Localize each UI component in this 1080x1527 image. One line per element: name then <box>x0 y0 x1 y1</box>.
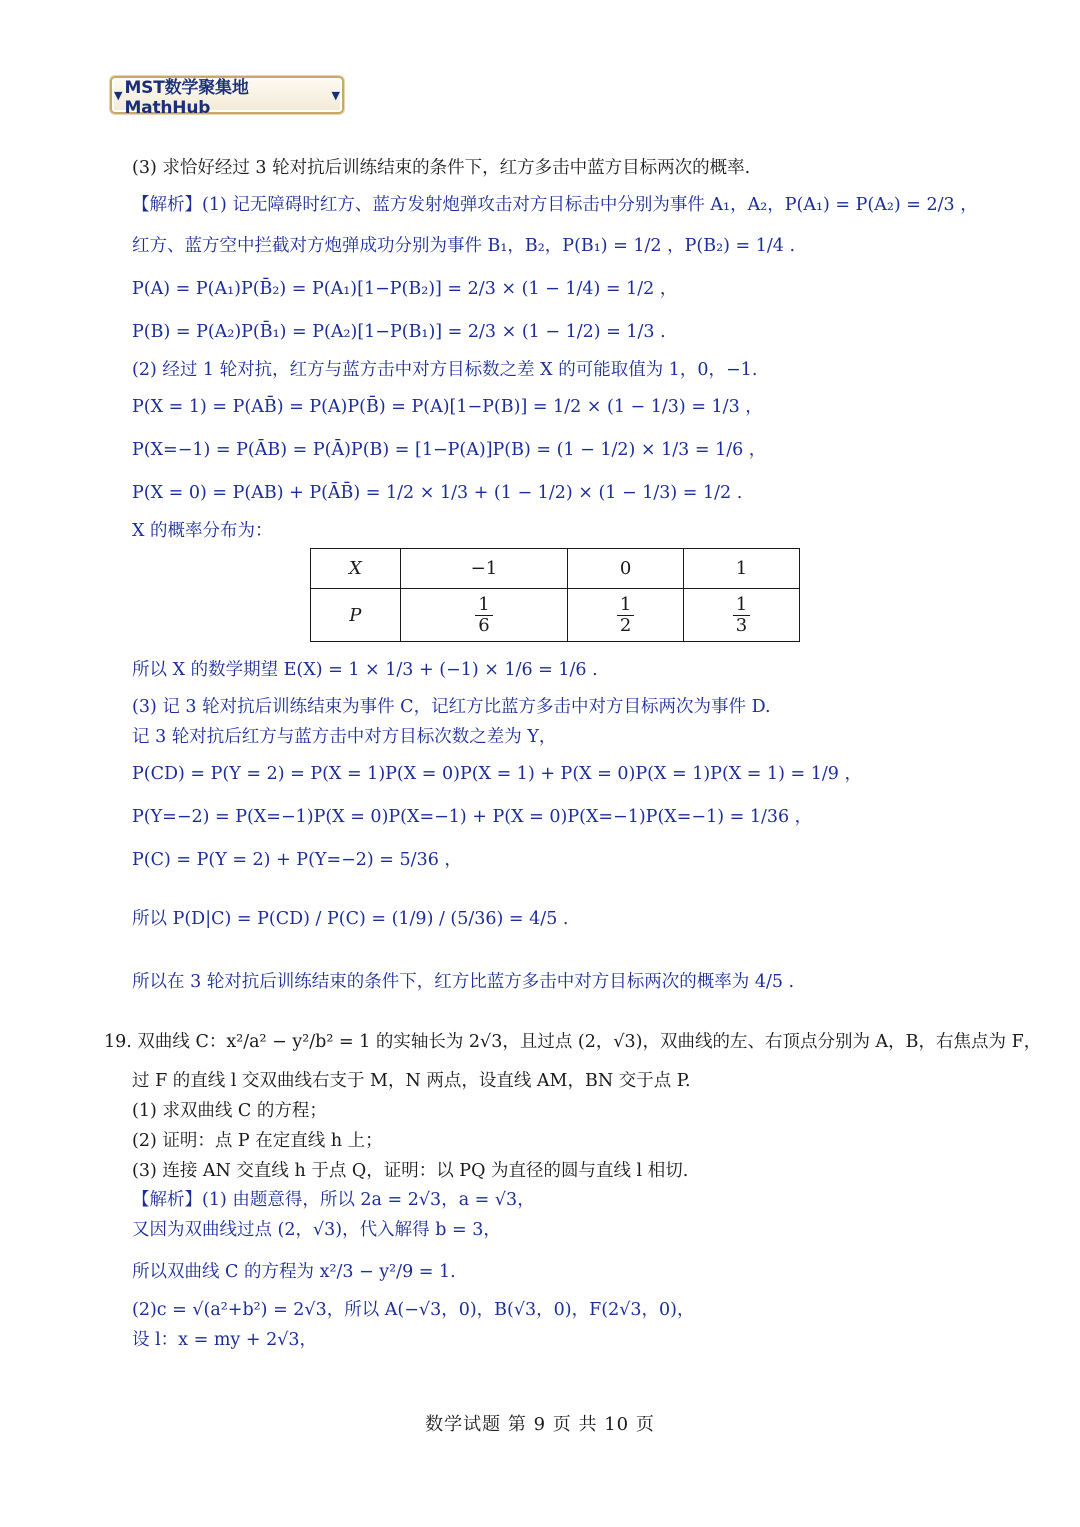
text-line-q19-sol-b: 又因为双曲线过点 (2，√3)，代入解得 b = 3， <box>132 1220 501 1240</box>
text-line-sol-3b: 记 3 轮对抗后红方与蓝方击中对方目标次数之差为 Y， <box>132 727 557 747</box>
table-cell <box>400 589 567 642</box>
text-line-q19-sol-c: 所以双曲线 C 的方程为 x²/3 − y²/9 = 1. <box>132 1262 456 1282</box>
table-header-cell: −1 <box>400 549 567 589</box>
table-row <box>311 549 800 589</box>
text-line-sol-3f: 所以 P(D|C) = P(CD) / P(C) = (1/9) / (5/36) = 4/5 . <box>132 909 569 929</box>
logo-text: MST数学聚集地MathHub <box>124 77 249 118</box>
text-line-sol-2a: (2) 经过 1 轮对抗，红方与蓝方击中对方目标数之差 X 的可能取值为 1，0，−1. <box>132 360 758 380</box>
text-line-sol-3a: (3) 记 3 轮对抗后训练结束为事件 C，记红方比蓝方多击中对方目标两次为事件 D. <box>132 697 771 717</box>
table-row-label: P <box>311 589 401 642</box>
text-line-sol-2f: 所以 X 的数学期望 E(X) = 1 × 1/3 + (−1) × 1/6 = 1/6 . <box>132 660 598 680</box>
table-cell <box>568 589 684 642</box>
text-line-sol-2c: P(X=−1) = P(ĀB) = P(Ā)P(B) = [1−P(A)]P(B) = (1 − 1/2) × 1/3 = 1/6 ， <box>132 440 767 460</box>
text-line-q19-c: (1) 求双曲线 C 的方程； <box>132 1101 327 1121</box>
text-line-q19-d: (2) 证明：点 P 在定直线 h 上； <box>132 1131 383 1151</box>
chevron-down-icon: ▼ <box>331 88 340 102</box>
chevron-down-icon: ▼ <box>114 88 123 102</box>
text-line-sol-1b: 红方、蓝方空中拦截对方炮弹成功分别为事件 B₁，B₂，P(B₁) = 1/2 ，P(B₂) = 1/4 . <box>132 236 796 256</box>
table-header-cell: 1 <box>684 549 800 589</box>
text-line-q19-sol-a: 【解析】(1) 由题意得，所以 2a = 2√3，a = √3， <box>132 1190 535 1210</box>
text-line-sol-3e: P(C) = P(Y = 2) + P(Y=−2) = 5/36 ， <box>132 850 462 870</box>
table-row <box>311 589 800 642</box>
fraction-numerator: 1 <box>617 595 634 616</box>
text-line-sol-3c: P(CD) = P(Y = 2) = P(X = 1)P(X = 0)P(X = 1) + P(X = 0)P(X = 1)P(X = 1) = 1/9 ， <box>132 764 863 784</box>
text-line-sol-3g: 所以在 3 轮对抗后训练结束的条件下，红方比蓝方多击中对方目标两次的概率为 4/5 . <box>132 972 795 992</box>
fraction-numerator: 1 <box>475 595 492 616</box>
text-line-sol-1d: P(B) = P(A₂)P(B̄₁) = P(A₂)[1−P(B₁)] = 2/3 × (1 − 1/2) = 1/3 . <box>132 322 666 342</box>
text-line-sol-1a: 【解析】(1) 记无障碍时红方、蓝方发射炮弹攻击对方目标击中分别为事件 A₁，A₂，P(A₁) = P(A₂) = 2/3 ， <box>132 195 978 215</box>
text-line-q19-e: (3) 连接 AN 交直线 h 于点 Q，证明：以 PQ 为直径的圆与直线 l 相切. <box>132 1161 689 1181</box>
fraction-numerator: 1 <box>733 595 750 616</box>
text-line-sol-3d: P(Y=−2) = P(X=−1)P(X = 0)P(X=−1) + P(X = 0)P(X=−1)P(X=−1) = 1/36 ， <box>132 807 813 827</box>
page-footer: 数学试题 第 9 页 共 10 页 <box>425 1414 655 1435</box>
text-line-q19-b: 过 F 的直线 l 交双曲线右支于 M，N 两点，设直线 AM，BN 交于点 P. <box>132 1071 691 1091</box>
text-line-q19-a: 19. 双曲线 C：x²/a² − y²/b² = 1 的实轴长为 2√3，且过点 (2，√3)，双曲线的左、右顶点分别为 A，B，右焦点为 F， <box>104 1032 1042 1052</box>
table-header-cell: 0 <box>568 549 684 589</box>
text-line-p3-question: (3) 求恰好经过 3 轮对抗后训练结束的条件下，红方多击中蓝方目标两次的概率. <box>132 158 751 178</box>
text-line-sol-2e: X 的概率分布为： <box>132 521 273 541</box>
fraction-denominator: 3 <box>735 615 748 636</box>
fraction-denominator: 6 <box>478 615 490 636</box>
text-line-q19-sol-d: (2)c = √(a²+b²) = 2√3，所以 A(−√3，0)，B(√3，0)，F(2√3，0)， <box>132 1300 695 1320</box>
text-line-sol-1c: P(A) = P(A₁)P(B̄₂) = P(A₁)[1−P(B₂)] = 2/3 × (1 − 1/4) = 1/2 ， <box>132 279 678 299</box>
probability-distribution-table <box>310 548 800 642</box>
fraction-denominator: 2 <box>619 615 632 636</box>
text-line-sol-2d: P(X = 0) = P(AB) + P(ĀB̄) = 1/2 × 1/3 + (1 − 1/2) × (1 − 1/3) = 1/2 . <box>132 483 743 503</box>
text-line-sol-2b: P(X = 1) = P(AB̄) = P(A)P(B̄) = P(A)[1−P(B)] = 1/2 × (1 − 1/3) = 1/3 ， <box>132 397 763 417</box>
logo-badge <box>110 76 344 118</box>
text-line-q19-sol-e: 设 l：x = my + 2√3， <box>132 1330 318 1350</box>
table-header-cell: X <box>311 549 401 589</box>
table-cell <box>684 589 800 642</box>
